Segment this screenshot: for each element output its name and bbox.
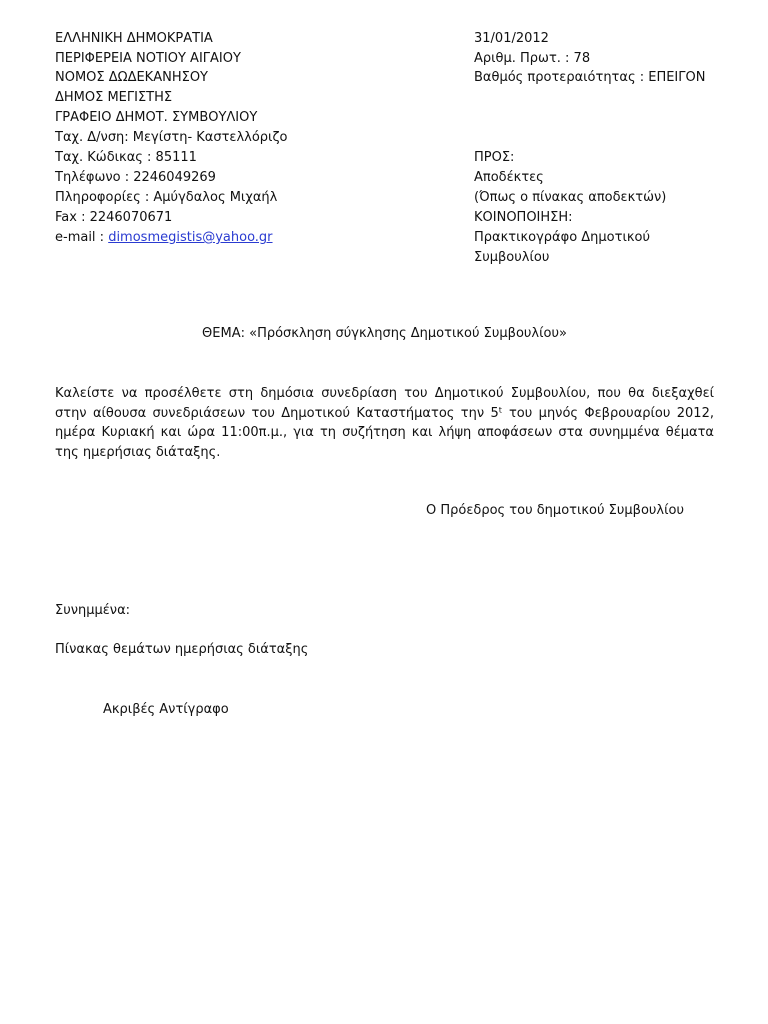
document-date: 31/01/2012 (474, 31, 549, 46)
body-paragraph: Καλείστε να προσέλθετε στη δημόσια συνεδρίαση του Δημοτικού Συμβουλίου, που θα διεξαχθεί στην αίθουσα συνεδριάσεων του Δημοτικού Καταστήματος την 5ᵗ του μηνός Φεβρουαρίου 2012, ημέρα Κυριακή και ώρα 11:00π.μ., για τη συζήτηση και λήψη αποφάσεων στα συνημμένα θέματα της ημερήσιας διάταξης. (55, 386, 714, 460)
to-note: (Όπως ο πίνακας αποδεκτών) (474, 190, 667, 205)
sender-region: ΠΕΡΙΦΕΡΕΙΑ ΝΟΤΙΟΥ ΑΙΓΑΙΟΥ (55, 51, 241, 66)
to-label: ΠΡΟΣ: (474, 150, 515, 165)
certified-copy-note: Ακριβές Αντίγραφο (103, 702, 229, 717)
sender-postal-code: Ταχ. Κώδικας : 85111 (55, 150, 197, 165)
sender-fax: Fax : 2246070671 (55, 210, 173, 225)
sender-municipality: ΔΗΜΟΣ ΜΕΓΙΣΤΗΣ (55, 90, 173, 105)
cc-label: ΚΟΙΝΟΠΟΙΗΣΗ: (474, 210, 573, 225)
email-label: e-mail : (55, 230, 109, 245)
attachment-item: Πίνακας θεμάτων ημερήσιας διάταξης (55, 642, 309, 657)
email-link[interactable]: dimosmegistis@yahoo.gr (108, 230, 273, 245)
priority-level: Βαθμός προτεραιότητας : ΕΠΕΙΓΟΝ (474, 70, 706, 85)
subject-line: ΘΕΜΑ: «Πρόσκληση σύγκλησης Δημοτικού Συμβουλίου» (202, 326, 567, 341)
sender-prefecture: ΝΟΜΟΣ ΔΩΔΕΚΑΝΗΣΟΥ (55, 70, 208, 85)
cc-line-2: Συμβουλίου (474, 250, 550, 265)
cc-line-1: Πρακτικογράφο Δημοτικού (474, 230, 650, 245)
sender-office: ΓΡΑΦΕΙΟ ΔΗΜΟΤ. ΣΥΜΒΟΥΛΙΟΥ (55, 110, 258, 125)
sender-phone: Τηλέφωνο : 2246049269 (55, 170, 216, 185)
signature-title: Ο Πρόεδρος του δημοτικού Συμβουλίου (426, 503, 684, 518)
sender-email-line (55, 228, 273, 248)
protocol-number: Αριθμ. Πρωτ. : 78 (474, 51, 591, 66)
attachments-label: Συνημμένα: (55, 603, 131, 618)
sender-country: ΕΛΛΗΝΙΚΗ ΔΗΜΟΚΡΑΤΙΑ (55, 31, 213, 46)
sender-contact: Πληροφορίες : Αμύγδαλος Μιχαήλ (55, 190, 278, 205)
to-value: Αποδέκτες (474, 170, 544, 185)
sender-address: Ταχ. Δ/νση: Μεγίστη- Καστελλόριζο (55, 130, 288, 145)
